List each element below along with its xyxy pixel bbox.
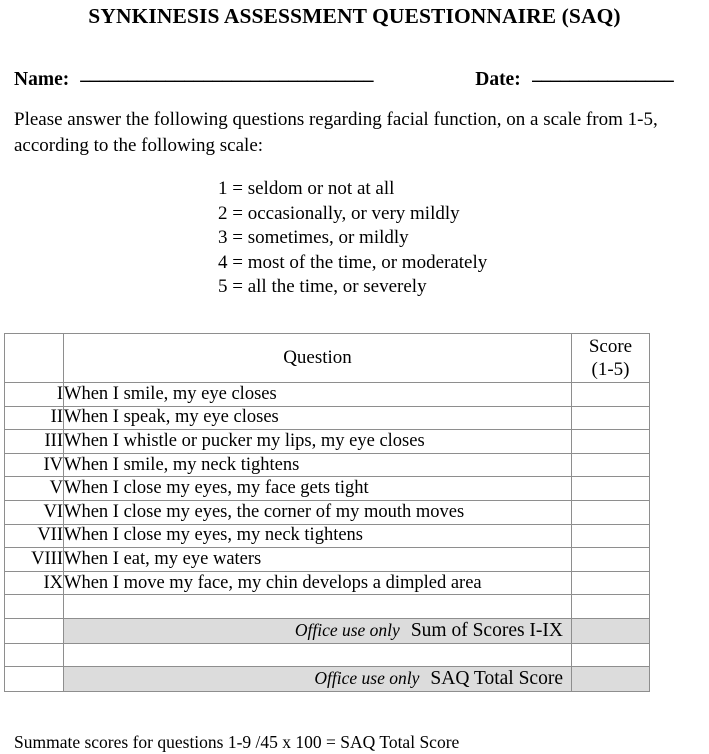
date-input-rule[interactable]: _______________	[531, 63, 674, 84]
office-use-only-tag: Office use only	[314, 668, 420, 689]
name-label: Name:	[14, 69, 70, 90]
scale-item: 3 = sometimes, or mildly	[218, 227, 409, 248]
spacer-score-cell	[572, 643, 650, 667]
row-question: When I close my eyes, my face gets tight	[64, 477, 572, 501]
row-numeral: III	[5, 430, 64, 454]
row-question: When I whistle or pucker my lips, my eye closes	[64, 430, 572, 454]
header-score-line1: Score	[588, 336, 633, 357]
sum-of-scores-row	[5, 618, 650, 643]
row-question: When I close my eyes, the corner of my mouth moves	[64, 500, 572, 524]
scale-item: 4 = most of the time, or moderately	[218, 251, 488, 273]
spacer-question-cell	[64, 595, 572, 619]
row-score-input[interactable]	[572, 453, 650, 477]
table-row	[5, 453, 650, 477]
date-label: Date:	[475, 69, 521, 90]
table-header-row	[5, 334, 650, 383]
row-numeral: I	[5, 383, 64, 407]
scale-item: 5 = all the time, or severely	[218, 276, 427, 297]
table-row	[5, 383, 650, 407]
row-score-input[interactable]	[572, 548, 650, 572]
sum-of-scores-label: Sum of Scores I-IX	[410, 619, 563, 641]
page-title: SYNKINESIS ASSESSMENT QUESTIONNAIRE (SAQ)	[88, 4, 621, 28]
sum-of-scores-value[interactable]	[572, 618, 650, 643]
office-use-only-tag: Office use only	[294, 619, 400, 640]
table-row	[5, 430, 650, 454]
identity-line	[14, 63, 704, 90]
spacer-numeral-cell	[5, 595, 64, 619]
table-spacer-row	[5, 595, 650, 619]
row-numeral: IX	[5, 571, 64, 595]
table-row	[5, 406, 650, 430]
header-score-cell	[572, 334, 650, 383]
sum-label-cell	[64, 618, 572, 643]
row-numeral: II	[5, 406, 64, 430]
row-question: When I eat, my eye waters	[64, 548, 572, 572]
row-question: When I smile, my eye closes	[64, 383, 572, 407]
row-score-input[interactable]	[572, 500, 650, 524]
table-row	[5, 500, 650, 524]
saq-total-score-value[interactable]	[572, 667, 650, 692]
row-numeral: V	[5, 477, 64, 501]
rating-scale-legend	[218, 177, 487, 300]
table-spacer-row	[5, 643, 650, 667]
instructions-text: Please answer the following questions regarding facial function, on a scale from 1-5, according to the following scale:	[14, 109, 658, 156]
total-numeral-cell	[5, 667, 64, 692]
row-question: When I close my eyes, my neck tightens	[64, 524, 572, 548]
row-numeral: VII	[5, 524, 64, 548]
table-row	[5, 477, 650, 501]
header-score-line2: (1-5)	[591, 359, 630, 380]
row-score-input[interactable]	[572, 524, 650, 548]
row-score-input[interactable]	[572, 571, 650, 595]
row-numeral: IV	[5, 453, 64, 477]
row-question: When I smile, my neck tightens	[64, 453, 572, 477]
row-score-input[interactable]	[572, 477, 650, 501]
saq-total-score-row	[5, 667, 650, 692]
scale-item: 2 = occasionally, or very mildly	[218, 202, 460, 224]
row-score-input[interactable]	[572, 430, 650, 454]
scoring-formula-note: Summate scores for questions 1-9 /45 x 100 = SAQ Total Score	[14, 732, 460, 752]
table-row	[5, 524, 650, 548]
spacer-score-cell	[572, 595, 650, 619]
header-numeral-cell	[5, 334, 64, 383]
saq-total-score-label: SAQ Total Score	[430, 668, 563, 690]
sum-numeral-cell	[5, 618, 64, 643]
row-score-input[interactable]	[572, 406, 650, 430]
row-numeral: VI	[5, 500, 64, 524]
questionnaire-table	[4, 333, 650, 692]
table-row	[5, 548, 650, 572]
row-score-input[interactable]	[572, 383, 650, 407]
row-question: When I speak, my eye closes	[64, 406, 572, 430]
spacer-question-cell	[64, 643, 572, 667]
spacer-numeral-cell	[5, 643, 64, 667]
total-label-cell	[64, 667, 572, 692]
table-row	[5, 571, 650, 595]
row-numeral: VIII	[5, 548, 64, 572]
name-input-rule[interactable]: _______________________________	[80, 63, 374, 84]
header-question-cell: Question	[64, 334, 572, 383]
scale-item: 1 = seldom or not at all	[218, 178, 395, 199]
row-question: When I move my face, my chin develops a dimpled area	[64, 571, 572, 595]
